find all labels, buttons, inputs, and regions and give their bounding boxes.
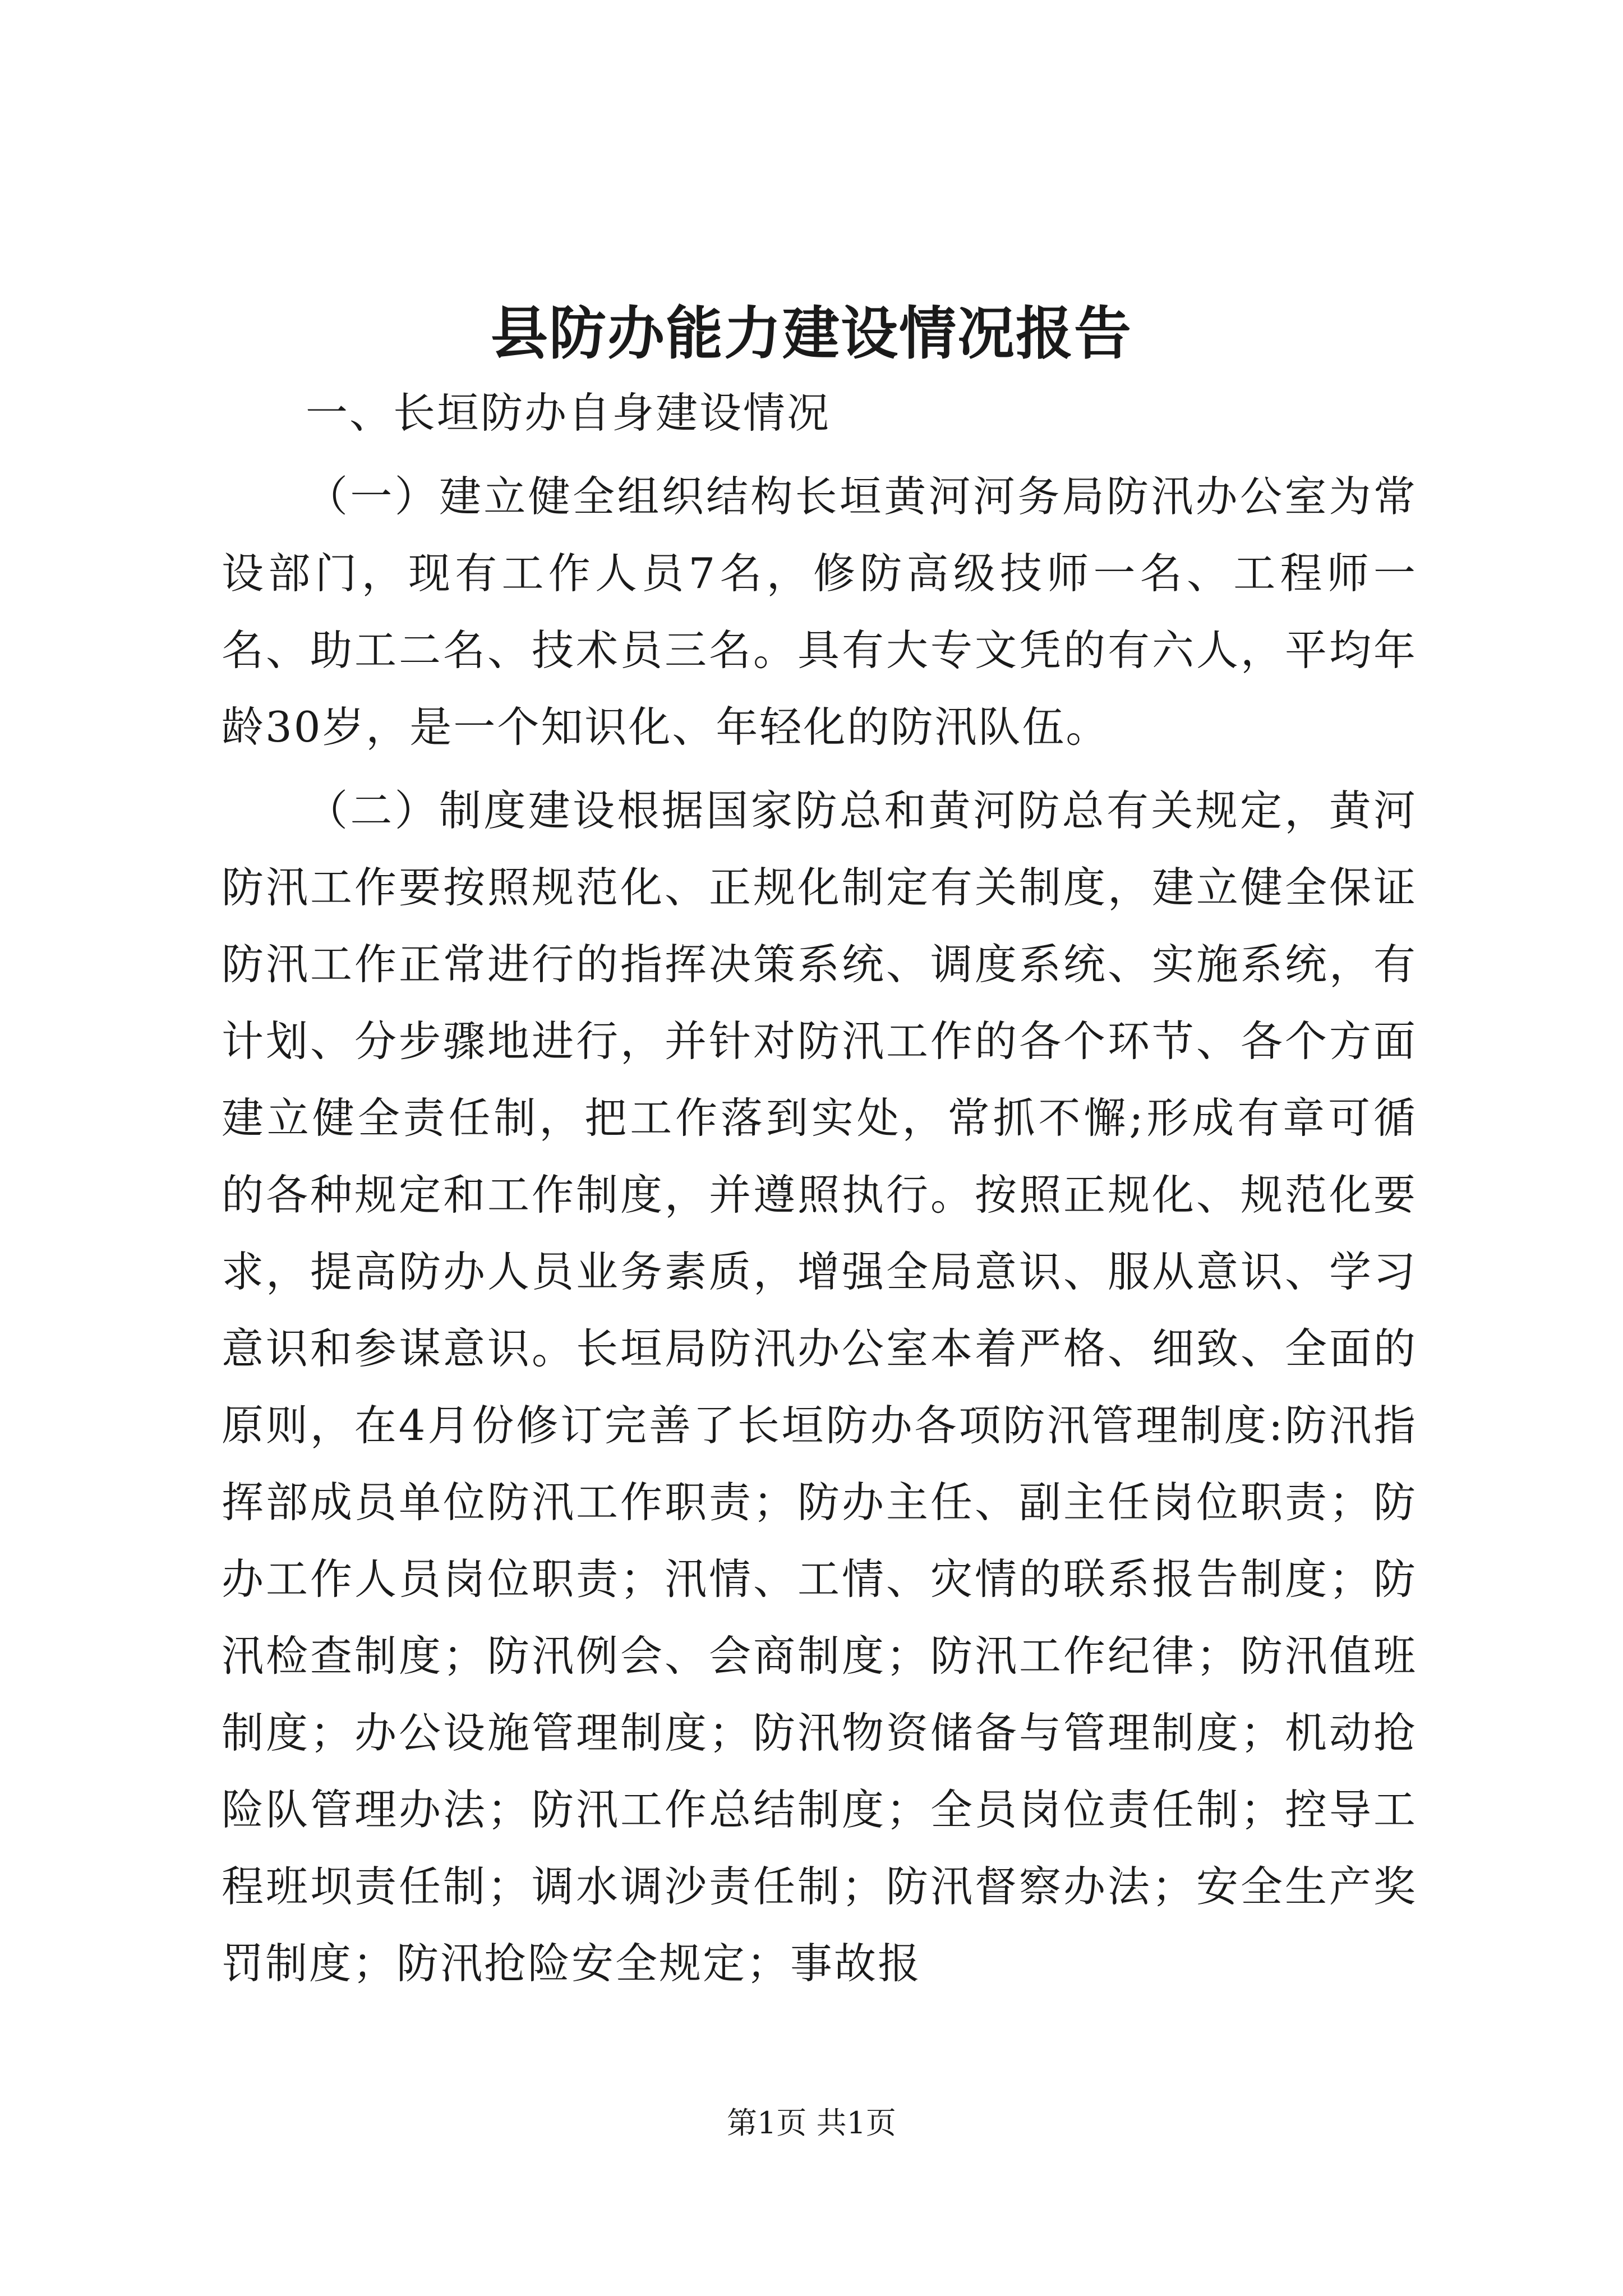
- paragraph-organization: （一）建立健全组织结构长垣黄河河务局防汛办公室为常设部门，现有工作人员7名，修防高级技师一名、工程师一名、助工二名、技术员三名。具有大专文凭的有六人，平均年龄30岁，是一个知识化、年轻化的防汛队伍。: [222, 472, 1417, 752]
- document-body: [222, 375, 1417, 2002]
- page-footer: 第1页 共1页: [727, 2105, 896, 2141]
- document-title: 县防办能力建设情况报告: [491, 300, 1132, 367]
- section-heading: 一、长垣防办自身建设情况: [306, 388, 831, 438]
- paragraph-system-construction: （二）制度建设根据国家防总和黄河防总有关规定，黄河防汛工作要按照规范化、正规化制定有关制度，建立健全保证防汛工作正常进行的指挥决策系统、调度系统、实施系统，有计划、分步骤地进行，并针对防汛工作的各个环节、各个方面建立健全责任制，把工作落到实处，常抓不懈;形成有章可循的各种规定和工作制度，并遵照执行。按照正规化、规范化要求，提高防办人员业务素质，增强全局意识、服从意识、学习意识和参谋意识。长垣局防汛办公室本着严格、细致、全面的原则，在4月份修订完善了长垣防办各项防汛管理制度:防汛指挥部成员单位防汛工作职责；防办主任、副主任岗位职责；防办工作人员岗位职责；汛情、工情、灾情的联系报告制度；防汛检查制度；防汛例会、会商制度；防汛工作纪律；防汛值班制度；办公设施管理制度；防汛物资储备与管理制度；机动抢险队管理办法；防汛工作总结制度；全员岗位责任制；控导工程班坝责任制；调水调沙责任制；防汛督察办法；安全生产奖罚制度；防汛抢险安全规定；事故报: [222, 786, 1417, 1988]
